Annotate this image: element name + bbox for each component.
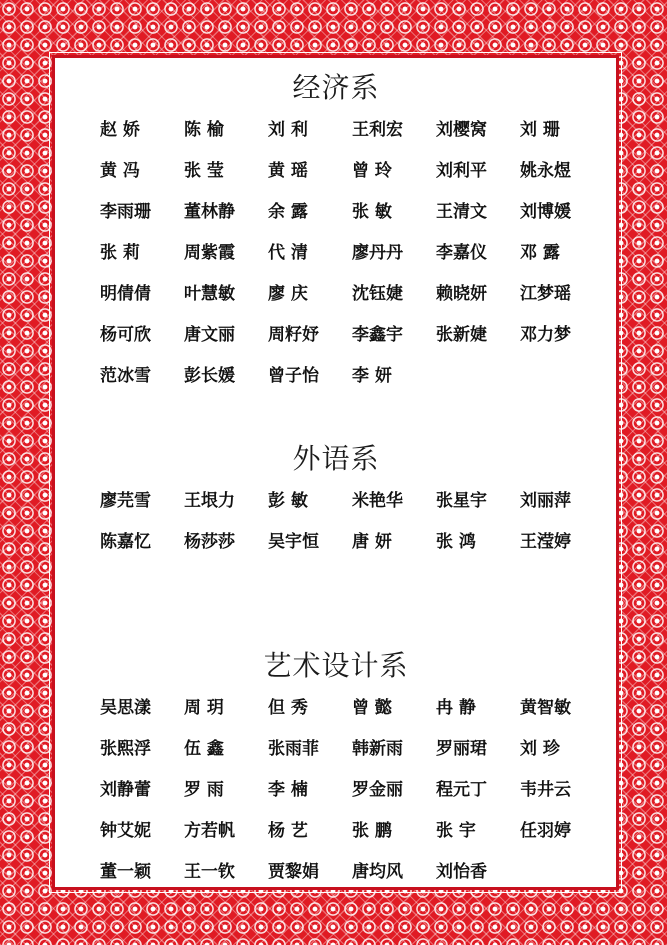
student-name: 杨 艺 [268,821,308,841]
name-row [100,693,604,734]
student-name: 刘 珊 [520,120,560,140]
student-name: 彭 敏 [268,491,308,511]
student-name: 但 秀 [268,698,308,718]
name-row [100,816,604,857]
student-name: 米艳华 [352,491,403,511]
student-name: 李鑫宇 [352,325,403,345]
student-name: 曾子怡 [268,366,319,386]
student-name: 张新婕 [436,325,487,345]
student-name: 罗丽珺 [436,739,487,759]
student-name: 韦井云 [520,780,571,800]
student-name: 钟艾妮 [100,821,151,841]
student-name: 程元丁 [436,780,487,800]
student-name: 李雨珊 [100,202,151,222]
student-name: 周紫霞 [184,243,235,263]
student-name: 明倩倩 [100,284,151,304]
student-name: 赵 娇 [100,120,140,140]
student-name: 黄 冯 [100,161,140,181]
student-name: 张 莹 [184,161,224,181]
student-name: 张 莉 [100,243,140,263]
student-name: 王利宏 [352,120,403,140]
student-name: 周 玥 [184,698,224,718]
foreign-languages-names [100,486,604,568]
student-name: 余 露 [268,202,308,222]
student-name: 王垠力 [184,491,235,511]
student-name: 张熙浮 [100,739,151,759]
student-name: 周籽妤 [268,325,319,345]
student-name: 廖 庆 [268,284,308,304]
name-row [100,197,604,238]
student-name: 韩新雨 [352,739,403,759]
student-name: 刘樱窝 [436,120,487,140]
student-name: 王清文 [436,202,487,222]
student-name: 刘丽萍 [520,491,571,511]
student-name: 张 宇 [436,821,476,841]
student-name: 罗金丽 [352,780,403,800]
name-row [100,857,604,898]
student-name: 张 鸿 [436,532,476,552]
student-name: 姚永煜 [520,161,571,181]
student-name: 张 鹏 [352,821,392,841]
student-name: 唐文丽 [184,325,235,345]
student-name: 刘博媛 [520,202,571,222]
name-row [100,775,604,816]
student-name: 曾 玲 [352,161,392,181]
student-name: 伍 鑫 [184,739,224,759]
student-name: 李 楠 [268,780,308,800]
student-name: 冉 静 [436,698,476,718]
section-title-economics: 经济系 [292,71,380,104]
student-name: 张 敏 [352,202,392,222]
student-name: 李嘉仪 [436,243,487,263]
student-name: 黄 瑶 [268,161,308,181]
section-title-foreign-languages: 外语系 [292,442,380,475]
student-name: 沈钰婕 [352,284,403,304]
student-name: 方若帆 [184,821,235,841]
student-name: 陈嘉忆 [100,532,151,552]
student-name: 董一颖 [100,862,151,882]
name-row [100,361,604,402]
student-name: 陈 榆 [184,120,224,140]
name-row [100,279,604,320]
student-name: 刘利平 [436,161,487,181]
student-name: 黄智敏 [520,698,571,718]
art-design-names [100,693,604,898]
student-name: 廖丹丹 [352,243,403,263]
name-row [100,115,604,156]
student-name: 彭长媛 [184,366,235,386]
name-row [100,734,604,775]
student-name: 叶慧敏 [184,284,235,304]
name-row [100,320,604,361]
student-name: 董林静 [184,202,235,222]
name-row [100,156,604,197]
student-name: 曾 懿 [352,698,392,718]
student-name: 代 清 [268,243,308,263]
student-name: 杨可欣 [100,325,151,345]
student-name: 邓 露 [520,243,560,263]
student-name: 贾黎娟 [268,862,319,882]
student-name: 江梦瑶 [520,284,571,304]
student-name: 廖芫雪 [100,491,151,511]
student-name: 李 妍 [352,366,392,386]
student-name: 邓力梦 [520,325,571,345]
name-row [100,486,604,527]
student-name: 赖晓妍 [436,284,487,304]
name-row [100,527,604,568]
name-list-content [58,60,614,885]
student-name: 王滢婷 [520,532,571,552]
student-name: 刘怡香 [436,862,487,882]
student-name: 罗 雨 [184,780,224,800]
student-name: 唐均风 [352,862,403,882]
student-name: 王一钦 [184,862,235,882]
student-name: 范冰雪 [100,366,151,386]
section-title-art-design: 艺术设计系 [263,649,409,682]
student-name: 刘 利 [268,120,308,140]
economics-names [100,115,604,402]
student-name: 张雨菲 [268,739,319,759]
student-name: 刘 珍 [520,739,560,759]
student-name: 刘静蕾 [100,780,151,800]
student-name: 杨莎莎 [184,532,235,552]
student-name: 张星宇 [436,491,487,511]
student-name: 吴思漾 [100,698,151,718]
student-name: 唐 妍 [352,532,392,552]
student-name: 任羽婷 [520,821,571,841]
student-name: 吴宇恒 [268,532,319,552]
name-row [100,238,604,279]
